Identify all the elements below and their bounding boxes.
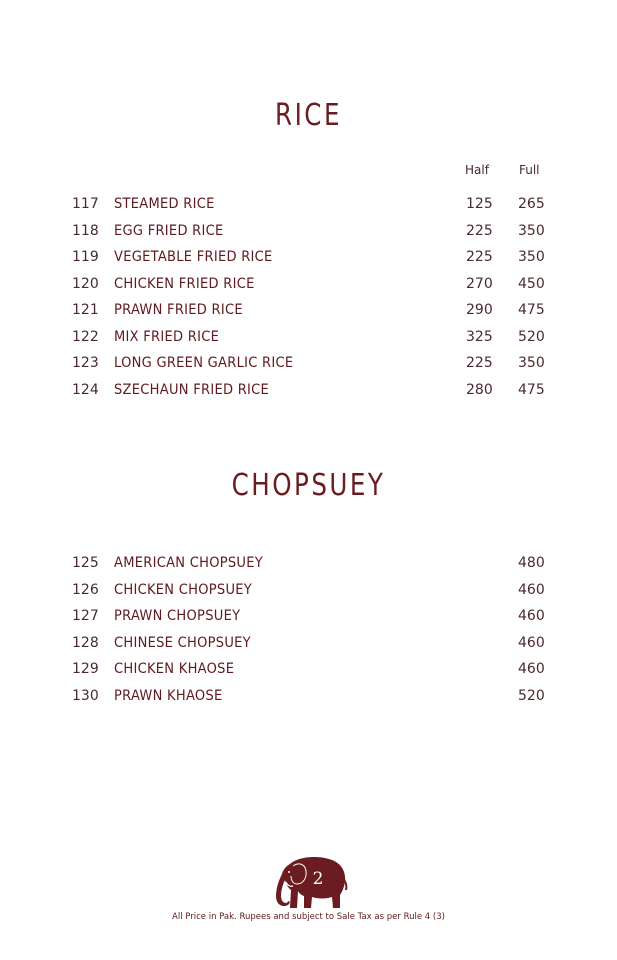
item-price: 460: [518, 661, 545, 677]
full-price: 350: [518, 249, 545, 265]
menu-item-row: [0, 249, 617, 273]
item-name: CHICKEN FRIED RICE: [114, 275, 255, 292]
menu-item-row: [0, 329, 617, 353]
half-price: 280: [466, 381, 493, 398]
item-number: 117: [72, 196, 99, 212]
item-name: VEGETABLE FRIED RICE: [114, 249, 273, 265]
item-number: 120: [72, 275, 99, 292]
menu-item-row: [0, 276, 617, 300]
half-price: 325: [466, 328, 493, 345]
half-price: 290: [466, 302, 493, 318]
menu-item-row: [0, 302, 617, 326]
item-price: 520: [518, 687, 545, 704]
item-price: 480: [518, 555, 545, 571]
item-number: 122: [72, 328, 99, 345]
elephant-icon: [268, 850, 350, 912]
menu-item-row: [0, 223, 617, 247]
half-price: 225: [466, 222, 493, 239]
item-number: 119: [72, 249, 99, 265]
full-price: 265: [518, 196, 545, 212]
full-price: 475: [518, 381, 545, 398]
full-price: 350: [518, 355, 545, 371]
tax-note: All Price in Pak. Rupees and subject to Sale Tax as per Rule 4 (3): [172, 912, 445, 922]
item-number: 128: [72, 634, 99, 651]
item-name: PRAWN KHAOSE: [114, 687, 223, 704]
full-column-header: Full: [519, 163, 540, 177]
item-number: 124: [72, 381, 99, 398]
menu-item-row: [0, 688, 617, 712]
item-name: LONG GREEN GARLIC RICE: [114, 355, 294, 371]
half-price: 225: [466, 249, 493, 265]
menu-item-row: [0, 382, 617, 406]
item-name: PRAWN FRIED RICE: [114, 302, 243, 318]
menu-item-row: [0, 196, 617, 220]
item-number: 118: [72, 222, 99, 239]
full-price: 450: [518, 275, 545, 292]
menu-item-row: [0, 582, 617, 606]
item-name: PRAWN CHOPSUEY: [114, 608, 241, 624]
full-price: 520: [518, 328, 545, 345]
item-name: SZECHAUN FRIED RICE: [114, 381, 270, 398]
item-number: 127: [72, 608, 99, 624]
full-price: 350: [518, 222, 545, 239]
menu-item-row: [0, 661, 617, 685]
item-number: 129: [72, 661, 99, 677]
menu-item-row: [0, 555, 617, 579]
menu-item-row: [0, 635, 617, 659]
item-number: 123: [72, 355, 99, 371]
half-price: 270: [466, 275, 493, 292]
item-price: 460: [518, 581, 545, 598]
item-name: CHICKEN KHAOSE: [114, 661, 235, 677]
half-price: 225: [466, 355, 493, 371]
item-number: 126: [72, 581, 99, 598]
menu-item-row: [0, 355, 617, 379]
page-number: 2: [312, 869, 324, 889]
item-name: CHICKEN CHOPSUEY: [114, 581, 253, 598]
half-price: 125: [466, 196, 493, 212]
item-number: 130: [72, 687, 99, 704]
chopsuey-section-title: CHOPSUEY: [231, 468, 386, 503]
item-price: 460: [518, 608, 545, 624]
item-number: 125: [72, 555, 99, 571]
half-column-header: Half: [465, 163, 489, 177]
item-name: MIX FRIED RICE: [114, 328, 220, 345]
menu-item-row: [0, 608, 617, 632]
item-number: 121: [72, 302, 99, 318]
rice-section-title: RICE: [275, 98, 342, 133]
item-name: STEAMED RICE: [114, 196, 215, 212]
item-name: CHINESE CHOPSUEY: [114, 634, 251, 651]
item-name: AMERICAN CHOPSUEY: [114, 555, 264, 571]
item-name: EGG FRIED RICE: [114, 222, 224, 239]
item-price: 460: [518, 634, 545, 651]
full-price: 475: [518, 302, 545, 318]
